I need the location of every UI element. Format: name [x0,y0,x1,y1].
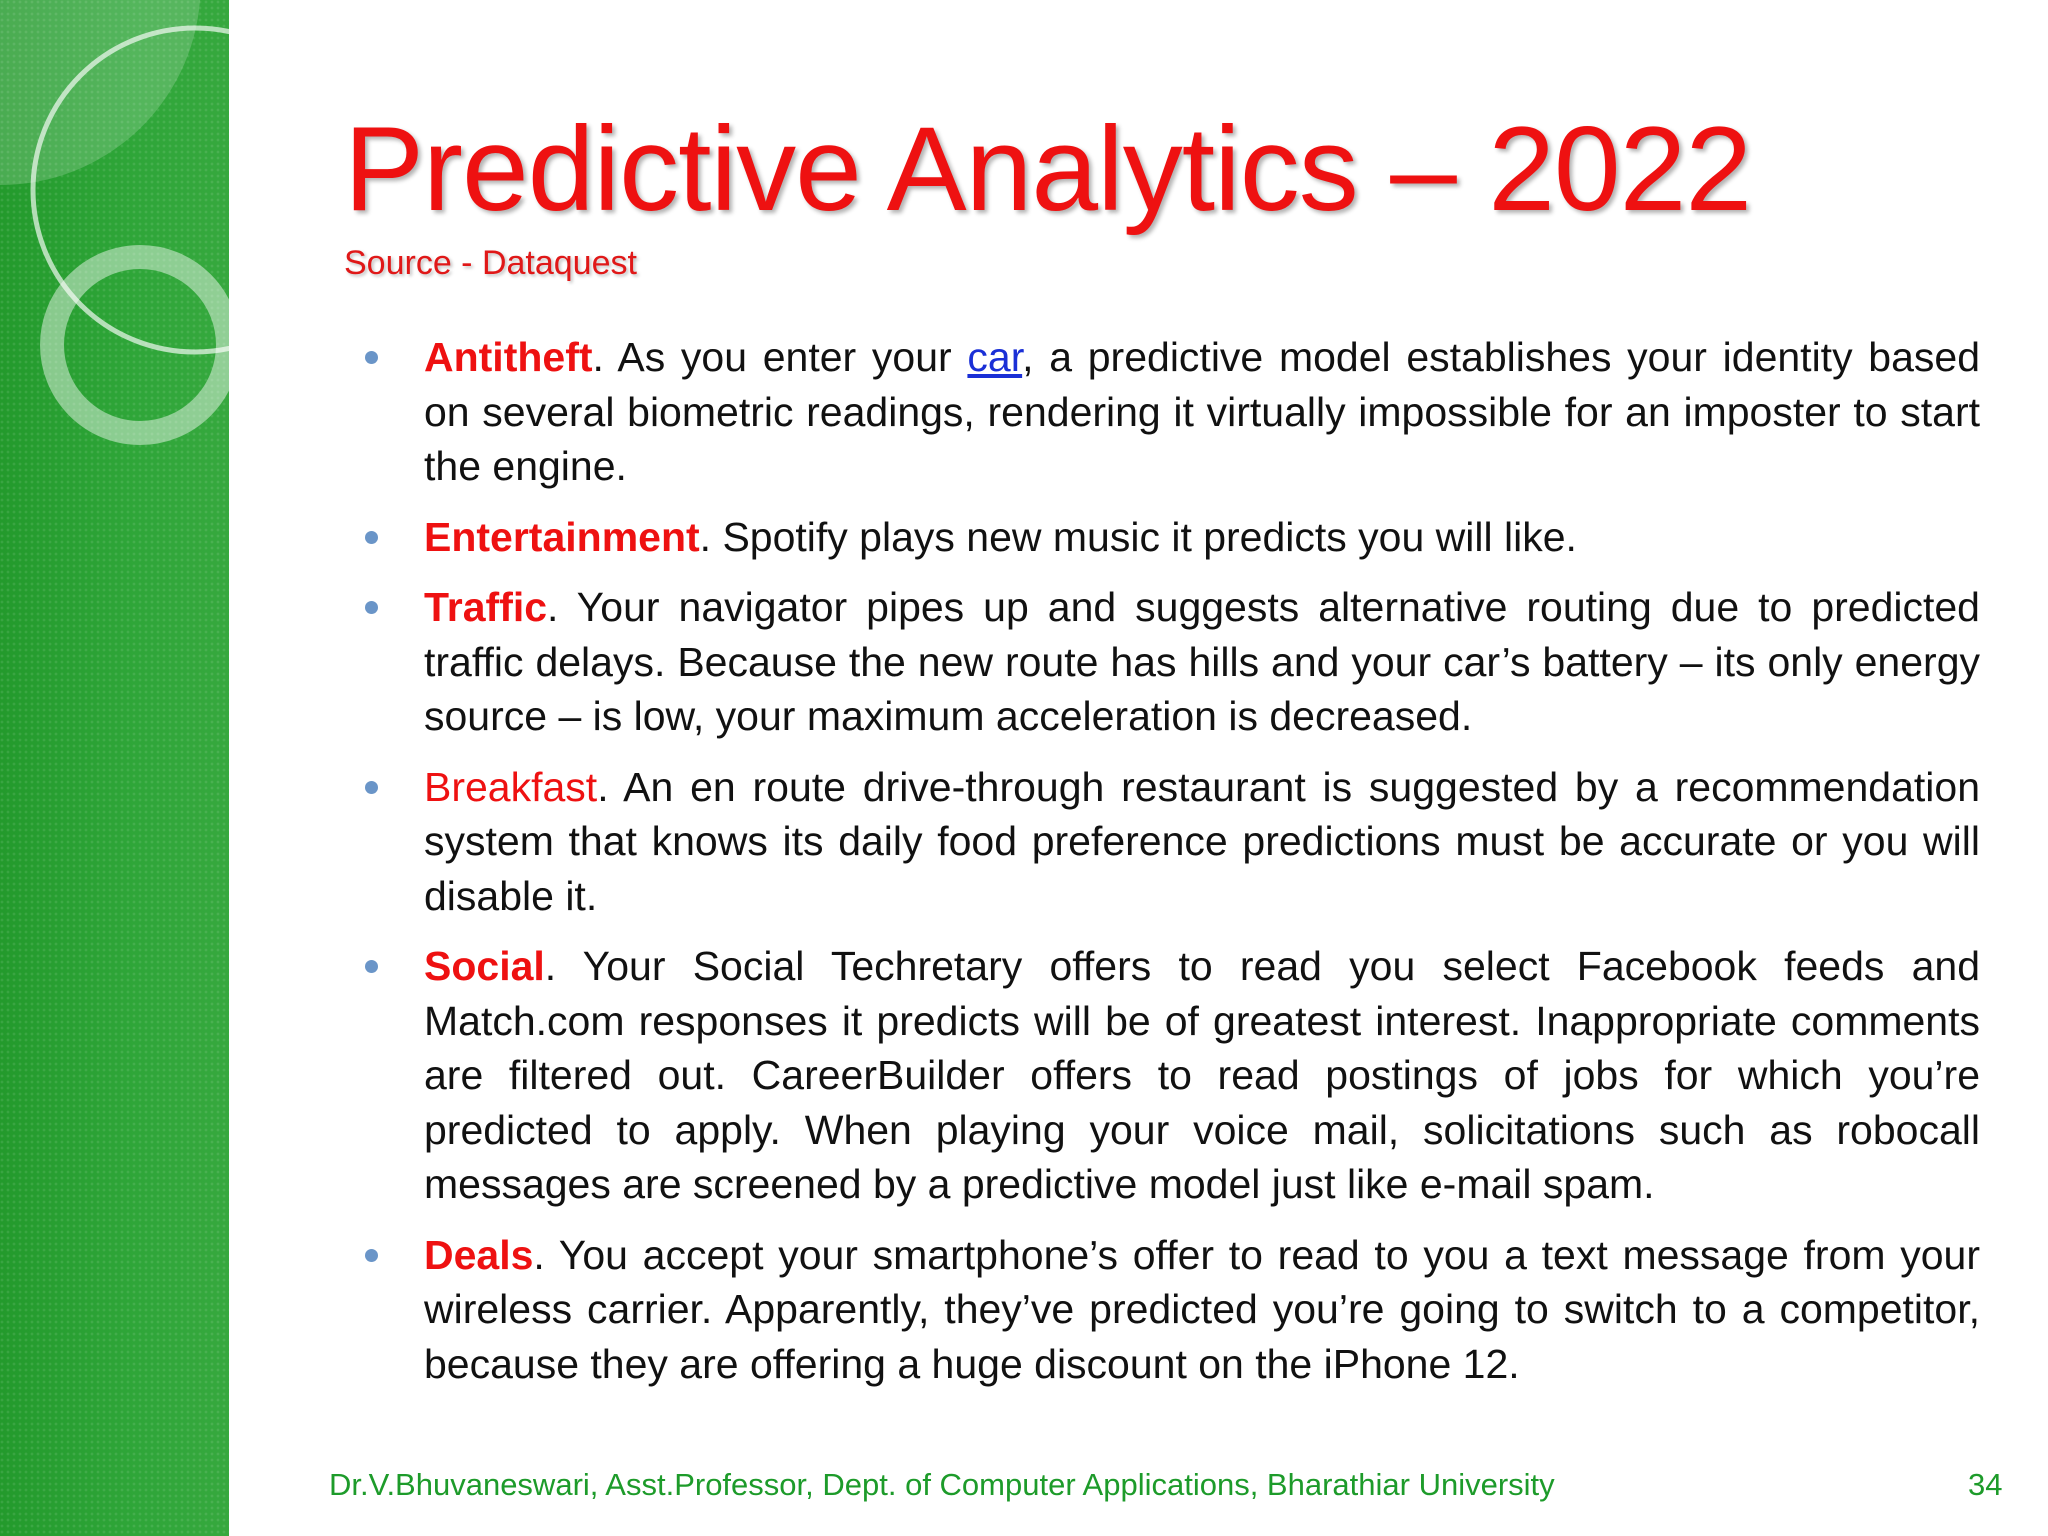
bullet-item-antitheft [344,330,1980,494]
bullet-keyword: Traffic [424,584,548,630]
bullet-item-deals [344,1228,1980,1392]
bullet-item-entertainment [344,510,1980,565]
slide-number: 34 [1968,1467,2003,1502]
bullet-dot-icon [365,781,378,794]
bullet-keyword: Entertainment [424,513,700,560]
bullet-keyword: Social [424,943,545,989]
bullet-item-breakfast [344,760,1980,924]
bullet-list [344,330,1980,1407]
decorative-sidebar [0,0,229,1536]
decorative-rings-graphic [0,0,229,1536]
bullet-text: . As you enter your [592,334,968,380]
bullet-text: . An en route drive-through restaurant is suggested by a recommendation system that knows its daily food preference predictions must be accurate or you will disable it. [424,763,1980,919]
bullet-keyword: Antitheft [424,334,593,380]
bullet-keyword: Breakfast [424,763,598,810]
bullet-dot-icon [365,351,378,364]
bullet-dot-icon [365,531,378,544]
bullet-dot-icon [365,601,378,614]
slide-title: Predictive Analytics – 2022 [344,102,1752,236]
bullet-dot-icon [365,960,378,973]
bullet-item-social [344,939,1980,1212]
bullet-dot-icon [365,1249,378,1262]
bullet-text: . Your Social Techretary offers to read you select Facebook feeds and Match.com responses it predicts will be of greatest interest. Inappropriate comments are filtered out. CareerBuilder offers to read postings of jobs for which you’re predicted to apply. When playing your voice mail, solicitations such as robocall messages are screened by a predictive model just like e-mail spam. [424,943,1980,1207]
bullet-text: . Your navigator pipes up and suggests alternative routing due to predicted traffic delays. Because the new route has hills and your car’s battery – its only energy source – is low, your maximum acceleration is decreased. [424,584,1980,739]
bullet-text: , a predictive model establishes your identity based on several biometric readings, rendering it virtually impossible for an imposter to start the engine. [424,334,1980,489]
footer-credit: Dr.V.Bhuvaneswari, Asst.Professor, Dept. of Computer Applications, Bharathiar University [329,1467,1555,1502]
bullet-keyword: Deals [424,1231,534,1278]
source-label: Source - Dataquest [344,244,637,282]
car-link[interactable]: car [967,334,1023,380]
bullet-item-traffic [344,580,1980,744]
bullet-text: . Spotify plays new music it predicts you will like. [699,513,1577,560]
bullet-text: . You accept your smartphone’s offer to read to you a text message from your wireless carrier. Apparently, they’ve predicted you’re going to switch to a competitor, because they are offering a huge discount on the iPhone 12. [424,1231,1980,1387]
